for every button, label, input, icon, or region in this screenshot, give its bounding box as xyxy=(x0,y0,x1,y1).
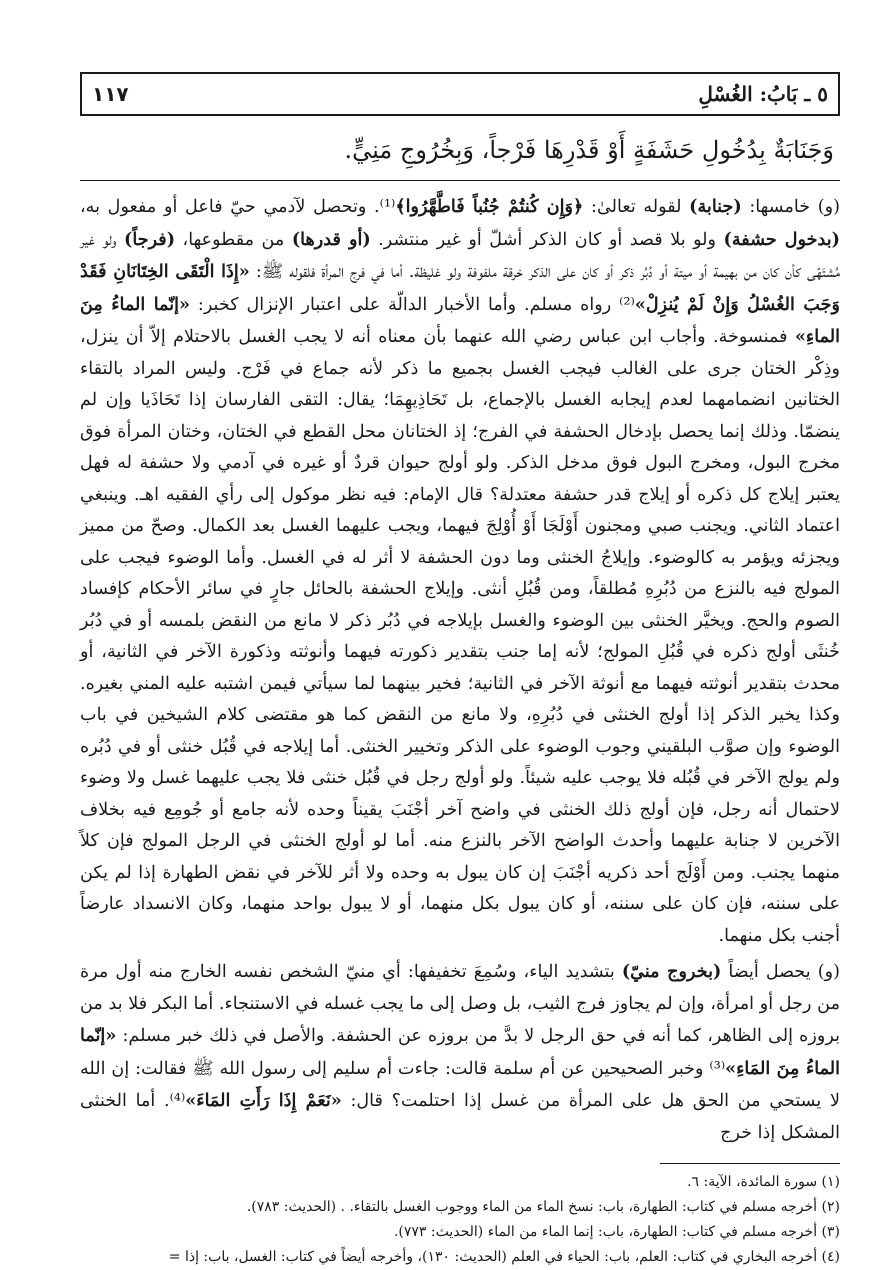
footnote-separator xyxy=(660,1163,840,1164)
bold-term: (بخروج منيّ) xyxy=(621,961,722,982)
hadith-quote: «إنّما الماءُ مِنَ الماءِ» xyxy=(80,293,840,347)
text-run: ولو بلا قصد أو كان الذكر أشلّ أو غير منتشر. xyxy=(370,229,724,250)
running-header xyxy=(80,72,840,116)
footnotes xyxy=(80,1170,840,1270)
footnote-3: (٣) أخرجه مسلم في كتاب: الطهارة، باب: إنما الماء من الماء (الحديث: ٧٧٣). xyxy=(393,1224,840,1240)
bold-term: (جنابة) xyxy=(689,196,742,217)
text-run: ⁽⁴⁾. أما الخنثى المشكل إذا خرج xyxy=(80,1091,840,1143)
text-run: من مقطوعها، xyxy=(175,229,292,250)
chapter-title: ٥ ـ بَابُ: الغُسْلِ xyxy=(698,82,828,106)
bold-term: (فرجاً) xyxy=(124,228,176,250)
text-run: لقوله تعالىٰ: xyxy=(583,197,690,217)
text-run: ⁽¹⁾. وتحصل لآدمي حيّ فاعل أو مفعول به، xyxy=(80,197,396,217)
page-number: ١١٧ xyxy=(92,82,129,106)
hadith-quote: «إنّما الماءُ مِنَ المَاءِ» xyxy=(80,1025,841,1079)
footnote-4: (٤) أخرجه البخاري في كتاب: العلم، باب: الحياء في العلم (الحديث: ١٣٠)، وأخرجه أيضاً في كتاب: الغسل، باب: إذا = xyxy=(168,1249,840,1265)
commentary-paragraph-2 xyxy=(80,956,840,1149)
hadith-quote: «نَعَمْ إِذَا رَأَتِ المَاءَ» xyxy=(185,1090,342,1111)
divider-rule xyxy=(80,180,840,181)
text-run: فمنسوخة. وأجاب ابن عباس رضي الله عنهما بأن معناه أنه لا يجب الغسل بالاحتلام إلاّ أن ينزل، وذِكْر الختان جرى على الغالب فيجب الغسل بجميع ما ذكر لأنه جماع في فَرْج. وليس المراد بالتقاء الختانين انضمامهما لعدم إيجابه الغسل بالإجماع، بل تَحَاذِيهِمَا؛ يقال: التقى الفارسان إذا تَحَاذَيا وإن لم ينضمّا. وذلك إنما يحصل بإدخال الحشفة في الفرج؛ إذ الختانان محل القطع في الختان، وختان المرأة فوق مخرج البول، ومخرج البول فوق مدخل الذكر. ولو أولج حيوان قردٌ أو غيره في آدمي ولا حشفة له فهل يعتبر إيلاج كل ذكره أو إيلاج قدر حشفة معتدلة؟ قال الإمام: فيه نظر موكول إلى رأي الفقيه اهـ. وينبغي اعتماد الثاني. ويجنب صبي ومجنون أَوْلَجَا أَوْ أُوْلِجَ فيهما، ويجب عليهما الغسل بعد الكمال. وصحّ من مميز ويجزئه ويؤمر به كالوضوء. وإيلاجُ الخنثى وما دون الحشفة لا أثر له في الغسل. وأما الوضوء فيجب على المولج فيه بالنزع من دُبُرِهِ مُطلقاً، ومن قُبُلِ أنثى. وإيلاج الحشفة بالحائل جارٍ في سائر الأحكام كإفساد الصوم والحج. ويخيَّر الخنثى بين الوضوء والغسل بإيلاجه في دُبُر ذكر لا مانع من النقض بلمسه أو في دُبُر خُنثَى أولج ذكره في قُبُلِ المولج؛ لأنه إما جنب بتقدير ذكورته فيهما وأنوثته وذكورة الآخر في الثانية، أو محدث بتقدير أنوثته فيهما مع أنوثة الآخر في الثانية؛ فخير بينهما لما سيأتي فيمن اشتبه عليه المني بغيره. وكذا يخير الذكر إذا أولج الخنثى في دُبُرِهِ، ولا مانع من النقض كما هو مقتضى كلام الشيخين في باب الوضوء وإن صوَّب البلقيني وجوب الوضوء على الذكر وتخيير الخنثى. أما إيلاجه في قُبُل خنثى أو في دُبُره ولم يولج الآخر في قُبُله فلا يوجب عليه شيئاً. ولو أولج رجل في قُبُل خنثى فلا يجب عليهما غسل ولا وضوء لاحتمال أنه رجل، فإن أولج ذلك الخنثى في واضح آخر أجْنَبَ يقيناً وحده لأنه جامع أو جُومِع فيه بخلاف الآخرين لا جنابة عليهما وأحدث الواضح الآخر بالنزع منه. أما لو أولج الخنثى في الرجل المولج فإن كلاً منهما يجنب. ومن أَوْلَج أحد ذكريه أجْنَبَ إن كان يبول به وحده ولا أثر للآخر في نقض الطهارة إذا لم يكن على سننه، فإن كان على سننه، أو كان يبول بكل منهما، أو لا يبول بواحد منهما، وكان الانسداد عارضاً أجنب بكل منهما. xyxy=(80,327,840,946)
text-run: ولو غير مُشتَهًى كأن كان من بهيمة أو ميتة أو دُبُر ذكر أو كان على الذكر خرقة ملفوفة ولو غليظة. أما في فرج المرأة فلقوله ﷺ: xyxy=(80,229,841,282)
text-run: (و) يحصل أيضاً xyxy=(721,962,840,982)
bold-term: (بدخول حشفة) xyxy=(723,228,841,250)
main-text-line: وَجَنَابَةٌ بِدُخُولِ حَشَفَةٍ أَوْ قَدْرِهَا فَرْجاً، وَبِخُرُوجِ مَنِيٍّ. xyxy=(344,136,834,164)
text-run: ⁽²⁾ رواه مسلم. وأما الأخبار الدالّة على اعتبار الإنزال كخبر: xyxy=(190,294,635,315)
commentary-body xyxy=(80,191,840,1149)
quran-verse: ﴿وَإِن كُنتُمْ جُنُباً فَاطَّهَّرُوا﴾ xyxy=(395,196,584,217)
footnote-2: (٢) أخرجه مسلم في كتاب: الطهارة، باب: نسخ الماء من الماء ووجوب الغسل بالتقاء. . (الحديث: ٧٨٣). xyxy=(246,1199,840,1215)
text-run: ⁽³⁾ وخبر الصحيحين عن أم سلمة قالت: جاءت أم سليم إلى رسول الله ﷺ فقالت: إن الله لا يستحي من الحق هل على المرأة من غسل إذا احتلمت؟ قال: xyxy=(80,1058,840,1111)
text-run: بتشديد الياء، وسُمِعَ تخفيفها: أي منيّ الشخص نفسه الخارج منه أول مرة من رجل أو امرأة، وإن لم يجاوز فرج الثيب، بل وصل إلى ما يجب غسله في الاستنجاء. أما البكر فلا بد من بروزه إلى الظاهر، كما أنه في حق الرجل لا بدَّ من بروزه عن الحشفة. والأصل في ذلك خبر مسلم: xyxy=(80,962,840,1046)
bold-term: (أو قدرها) xyxy=(291,228,371,250)
footnote-1: (١) سورة المائدة، الآية: ٦. xyxy=(687,1174,840,1190)
hadith-quote: «إِذَا الْتَقَى الخِتَانَانِ فَقَدْ وَجَبَ الغُسْلُ وَإِنْ لَمْ يُنزِلْ» xyxy=(80,261,840,315)
text-run: (و) خامسها: xyxy=(741,197,840,217)
commentary-paragraph-1 xyxy=(80,191,840,952)
book-page xyxy=(80,72,841,1265)
